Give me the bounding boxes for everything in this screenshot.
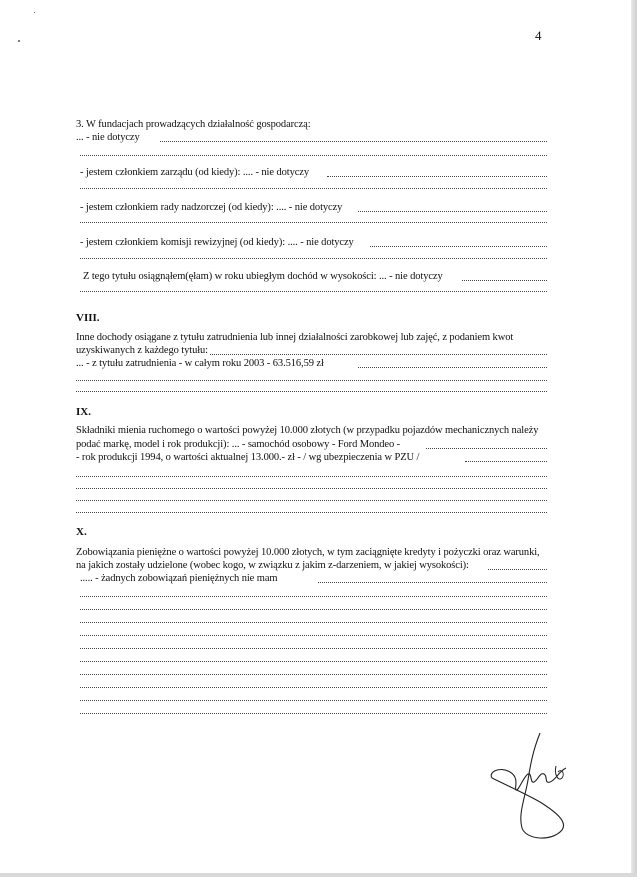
fill-line <box>318 582 547 583</box>
section-ix-text-3: - rok produkcji 1994, o wartości aktualnej 13.000.- zł - / wg ubezpieczenia w PZU / <box>76 452 420 463</box>
supervisory-member-line: - jestem członkiem rady nadzorczej (od kiedy): .... - nie dotyczy <box>80 202 343 213</box>
section-viii-answer: ... - z tytułu zatrudnienia - w całym roku 2003 - 63.516,59 zł <box>76 358 324 369</box>
fill-line <box>80 700 547 701</box>
fill-line <box>80 687 547 688</box>
section-x-answer: ..... - żadnych zobowiązań pieniężnych nie mam <box>80 573 278 584</box>
fill-line <box>80 609 547 610</box>
section-x-text-1: Zobowiązania pieniężne o wartości powyżej 10.000 złotych, w tym zaciągnięte kredyty i pożyczki oraz warunki, <box>76 547 540 558</box>
fill-line <box>370 246 547 247</box>
fill-line <box>80 222 547 223</box>
fill-line <box>80 713 547 714</box>
fill-line <box>76 476 547 477</box>
income-line: Z tego tytułu osiągnąłem(ęłam) w roku ubiegłym dochód w wysokości: ... - nie dotyczy <box>83 271 443 282</box>
section-ix-text-1: Składniki mienia ruchomego o wartości powyżej 10.000 złotych (w przypadku pojazdów mechanicznych należy <box>76 425 539 436</box>
section-viii-text-1: Inne dochody osiągane z tytułu zatrudnienia lub innej działalności zarobkowej lub zajęć, z podaniem kwot <box>76 332 514 343</box>
fill-line <box>76 391 547 392</box>
section-viii-heading: VIII. <box>76 312 100 324</box>
fill-line <box>76 512 547 513</box>
section-viii-text-2: uzyskiwanych z każdego tytułu: <box>76 345 209 356</box>
fill-line <box>80 155 547 156</box>
fill-line <box>488 569 547 570</box>
fill-line <box>465 461 547 462</box>
fill-line <box>80 622 547 623</box>
board-member-line: - jestem członkiem zarządu (od kiedy): .... - nie dotyczy <box>80 167 310 178</box>
fill-line <box>80 258 547 259</box>
audit-member-line: - jestem członkiem komisji rewizyjnej (od kiedy): .... - nie dotyczy <box>80 237 354 248</box>
item3-value: ... - nie dotyczy <box>76 132 140 143</box>
fill-line <box>358 211 547 212</box>
section-x-text-2: na jakich zostały udzielone (wobec kogo, w związku z jakim z-darzeniem, w jakiej wysokości): <box>76 560 469 571</box>
item3-title: 3. W fundacjach prowadzących działalność gospodarczą: <box>76 119 311 130</box>
fill-line <box>76 500 547 501</box>
fill-line <box>160 141 547 142</box>
section-ix-heading: IX. <box>76 406 91 418</box>
fill-line <box>80 661 547 662</box>
fill-line <box>327 176 547 177</box>
fill-line <box>76 380 547 381</box>
fill-line <box>462 280 547 281</box>
fill-line <box>80 596 547 597</box>
fill-line <box>358 367 547 368</box>
fill-line <box>426 448 547 449</box>
scan-edge-bottom <box>0 873 637 877</box>
scan-speck <box>18 40 20 42</box>
scan-speck <box>34 12 35 13</box>
fill-line <box>80 635 547 636</box>
fill-line <box>76 488 547 489</box>
page-number: 4 <box>535 28 542 43</box>
fill-line <box>80 291 547 292</box>
fill-line <box>80 648 547 649</box>
scan-edge-right <box>631 0 637 877</box>
fill-line <box>210 354 547 355</box>
section-x-heading: X. <box>76 526 87 538</box>
fill-line <box>80 188 547 189</box>
fill-line <box>80 674 547 675</box>
handwritten-signature <box>470 728 580 848</box>
section-ix-text-2: podać markę, model i rok produkcji): ... - samochód osobowy - Ford Mondeo - <box>76 439 401 450</box>
